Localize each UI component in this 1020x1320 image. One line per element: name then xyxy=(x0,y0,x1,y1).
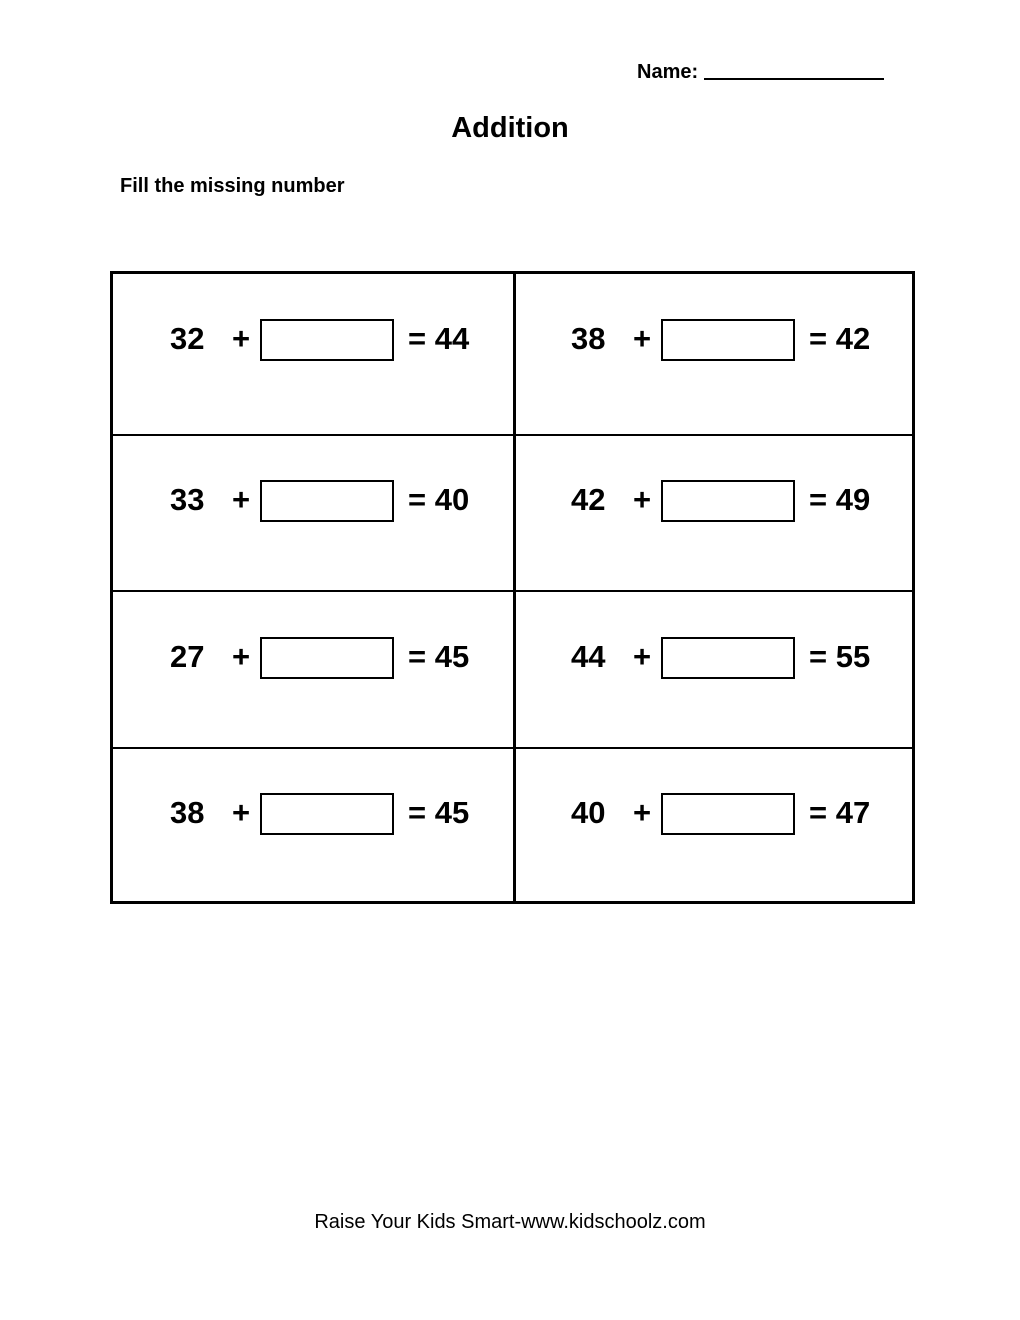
sum: = 55 xyxy=(809,639,871,674)
answer-box[interactable] xyxy=(260,319,394,361)
addend: 44 xyxy=(571,639,606,674)
page-title: Addition xyxy=(451,112,569,144)
answer-box[interactable] xyxy=(661,319,795,361)
sum: = 49 xyxy=(809,482,871,517)
footer-text: Raise Your Kids Smart-www.kidschoolz.com xyxy=(314,1211,706,1233)
plus-sign: + xyxy=(633,321,652,356)
plus-sign: + xyxy=(232,639,251,674)
addend: 42 xyxy=(571,482,606,517)
name-label: Name: xyxy=(637,61,699,83)
plus-sign: + xyxy=(633,482,652,517)
answer-box[interactable] xyxy=(661,793,795,835)
answer-box[interactable] xyxy=(260,480,394,522)
grid-divider-vertical xyxy=(513,274,516,901)
answer-box[interactable] xyxy=(661,480,795,522)
grid-divider-horizontal xyxy=(113,590,912,592)
sum: = 40 xyxy=(408,482,470,517)
plus-sign: + xyxy=(633,639,652,674)
plus-sign: + xyxy=(633,795,652,830)
answer-box[interactable] xyxy=(661,637,795,679)
answer-box[interactable] xyxy=(260,637,394,679)
plus-sign: + xyxy=(232,482,251,517)
problem-grid xyxy=(110,271,915,904)
addend: 27 xyxy=(170,639,205,674)
sum: = 44 xyxy=(408,321,470,356)
addend: 38 xyxy=(170,795,205,830)
sum: = 45 xyxy=(408,639,470,674)
name-blank-line[interactable] xyxy=(704,60,884,80)
sum: = 47 xyxy=(809,795,871,830)
sum: = 42 xyxy=(809,321,871,356)
sum: = 45 xyxy=(408,795,470,830)
answer-box[interactable] xyxy=(260,793,394,835)
addend: 33 xyxy=(170,482,205,517)
addend: 38 xyxy=(571,321,606,356)
grid-divider-horizontal xyxy=(113,747,912,749)
plus-sign: + xyxy=(232,321,251,356)
addend: 32 xyxy=(170,321,205,356)
name-field xyxy=(637,60,884,84)
plus-sign: + xyxy=(232,795,251,830)
grid-divider-horizontal xyxy=(113,434,912,436)
addend: 40 xyxy=(571,795,606,830)
instruction-text: Fill the missing number xyxy=(120,175,345,197)
